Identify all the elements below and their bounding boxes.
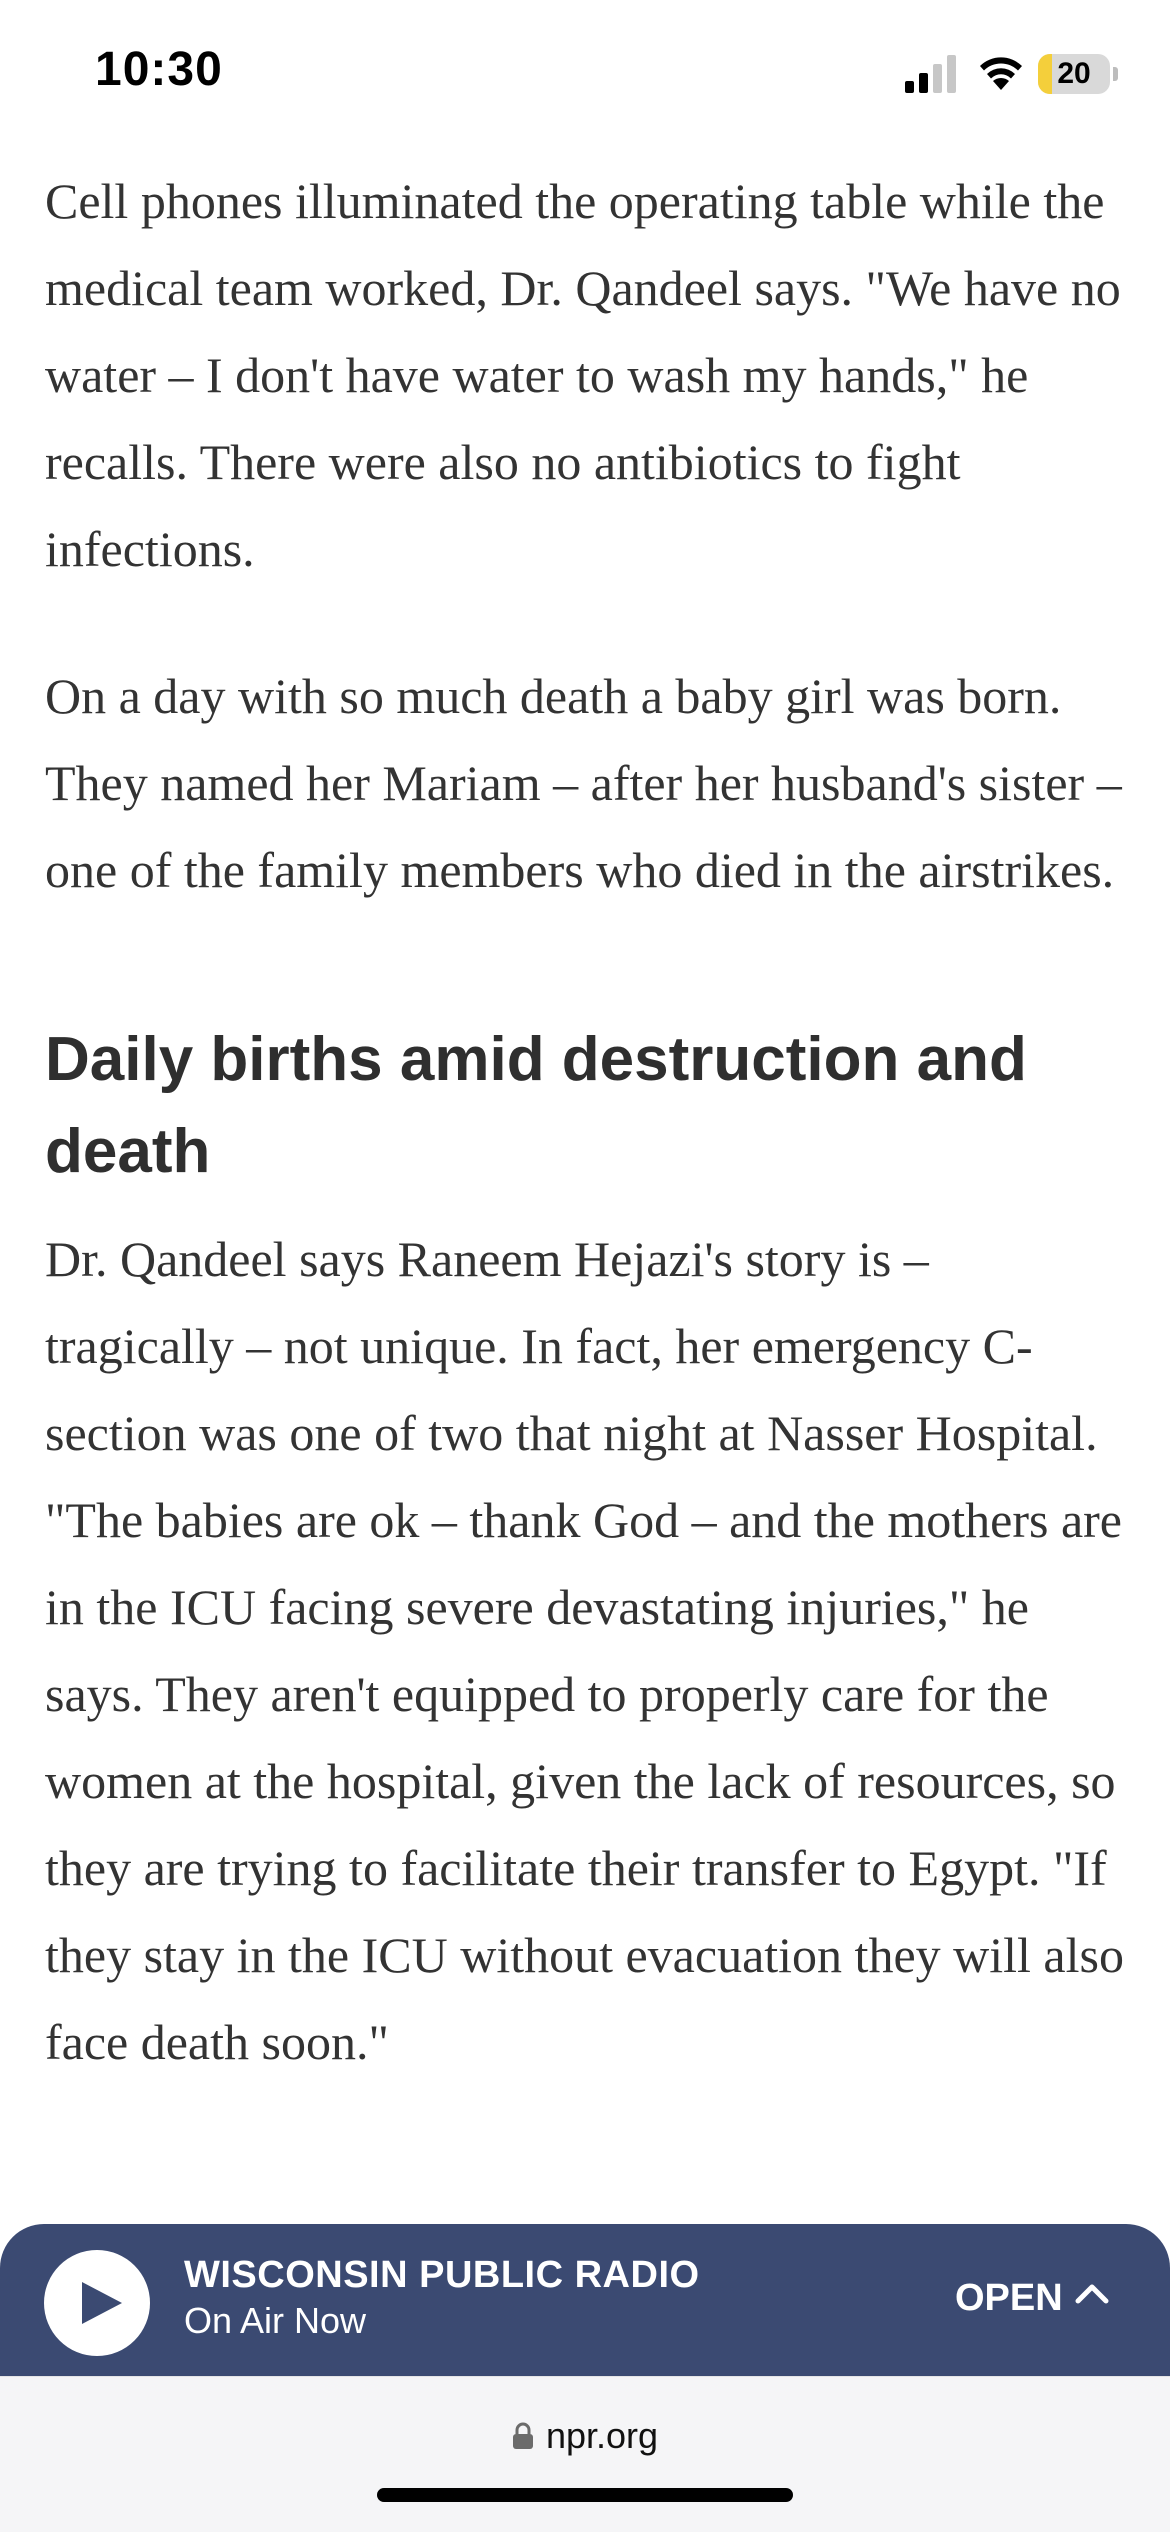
- battery-cap: [1113, 67, 1118, 81]
- url-display[interactable]: [0, 2415, 1170, 2457]
- live-radio-player: [0, 2224, 1170, 2376]
- article-paragraph: Cell phones illuminated the operating table while the medical team worked, Dr. Qandeel says. "We have no water – I don't have water to wash my hands," he recalls. There were also no antibiotics to fight infections.: [45, 173, 1121, 577]
- open-label: OPEN: [955, 2277, 1063, 2319]
- url-text: npr.org: [545, 2415, 659, 2456]
- browser-address-bar[interactable]: [0, 2376, 1170, 2532]
- open-player-button[interactable]: [955, 2268, 1063, 2328]
- play-button[interactable]: [44, 2250, 150, 2356]
- battery-level: 20: [1057, 57, 1091, 90]
- cellular-signal-icon: [905, 55, 957, 93]
- battery-icon: [1038, 54, 1118, 94]
- article-paragraph: On a day with so much death a baby girl was born. They named her Mariam – after her husband's sister – one of the family members who died in the airstrikes.: [45, 668, 1122, 898]
- lock-icon: [512, 2422, 534, 2450]
- chevron-up-icon: [1075, 2282, 1109, 2304]
- home-indicator[interactable]: [377, 2488, 793, 2502]
- play-icon: [80, 2280, 124, 2326]
- battery-body: [1038, 54, 1110, 94]
- on-air-label: On Air Now: [184, 2300, 367, 2341]
- wifi-icon: [978, 52, 1024, 92]
- section-heading: Daily births amid destruction and death: [45, 1025, 1027, 1186]
- status-bar: [0, 0, 1170, 150]
- station-name: WISCONSIN PUBLIC RADIO: [184, 2254, 700, 2296]
- status-time: 10:30: [95, 43, 223, 96]
- article-paragraph: Dr. Qandeel says Raneem Hejazi's story is – tragically – not unique. In fact, her emergency C-section was one of two that night at Nasser Hospital. "The babies are ok – thank God – and the mothers are in the ICU facing severe devastating injuries," he says. They aren't equipped to properly care for the women at the hospital, given the lack of resources, so they are trying to facilitate their transfer to Egypt. "If they stay in the ICU without evacuation they will also face death soon.": [45, 1231, 1124, 2070]
- article-body: [45, 158, 1130, 2086]
